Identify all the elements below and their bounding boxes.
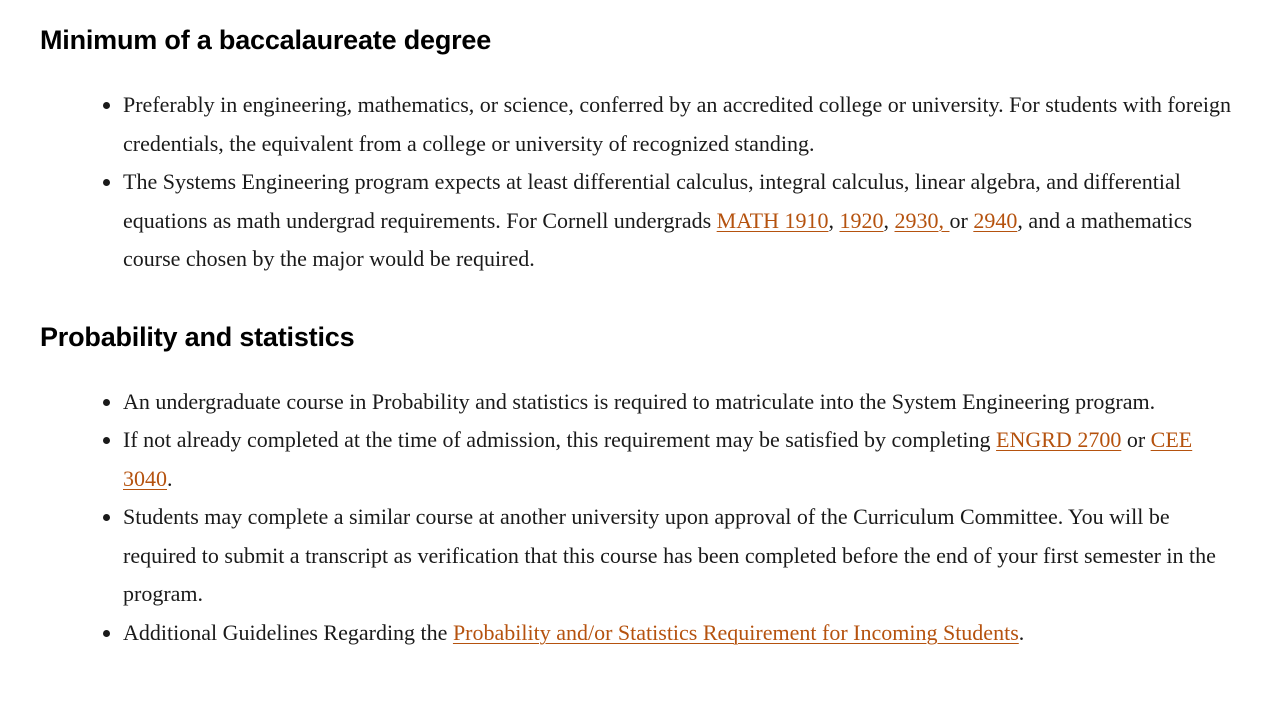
list-item (123, 614, 1240, 653)
heading-probability-statistics: Probability and statistics (40, 321, 355, 352)
list-item (123, 421, 1240, 498)
baccalaureate-list (40, 86, 1240, 279)
probability-list (40, 383, 1240, 653)
list-item-text: , and a mathematics course chosen by the major would be required. (123, 207, 1193, 271)
heading-baccalaureate: Minimum of a baccalaureate degree (40, 25, 492, 55)
list-item-text: Preferably in engineering, mathematics, or science, conferred by an accredited college or university. For students with foreign credentials, the equivalent from a college or university of recognized standing. (123, 92, 1231, 156)
list-item-text: Students may complete a similar course at another university upon approval of the Curriculum Committee. You will be required to submit a transcript as verification that this course has been completed before the end of your first semester in the program. (123, 504, 1216, 606)
list-item-text: An undergraduate course in Probability and statistics is required to matriculate into the System Engineering program. (123, 388, 1156, 414)
link-probability-guidelines[interactable]: Probability and/or Statistics Requirement for Incoming Students (452, 619, 1019, 645)
list-item-text: . (167, 465, 173, 491)
list-item (123, 498, 1240, 614)
link-math-2940[interactable]: 2940 (973, 207, 1018, 233)
list-item (123, 86, 1240, 163)
list-item (123, 383, 1240, 422)
list-item-text: The Systems Engineering program expects at least differential calculus, integral calculus, linear algebra, and differential equations as math undergrad requirements. For Cornell undergrads (123, 169, 1181, 233)
link-math-1920[interactable]: 1920 (839, 207, 884, 233)
link-math-1910[interactable]: MATH 1910 (716, 207, 829, 233)
link-engrd-2700[interactable]: ENGRD 2700 (996, 427, 1122, 452)
separator: or (949, 207, 974, 233)
separator: , (828, 207, 840, 233)
separator: or (1121, 427, 1151, 452)
link-math-2930[interactable]: 2930, (894, 207, 950, 233)
separator: , (883, 207, 895, 233)
page-content (40, 22, 1240, 652)
list-item (123, 163, 1240, 279)
list-item-text: If not already completed at the time of admission, this requirement may be satisfied by completing (123, 427, 997, 452)
list-item-text: Additional Guidelines Regarding the (123, 619, 453, 645)
link-cee-3040[interactable]: CEE 3040 (123, 427, 1193, 491)
list-item-text: . (1018, 619, 1025, 645)
